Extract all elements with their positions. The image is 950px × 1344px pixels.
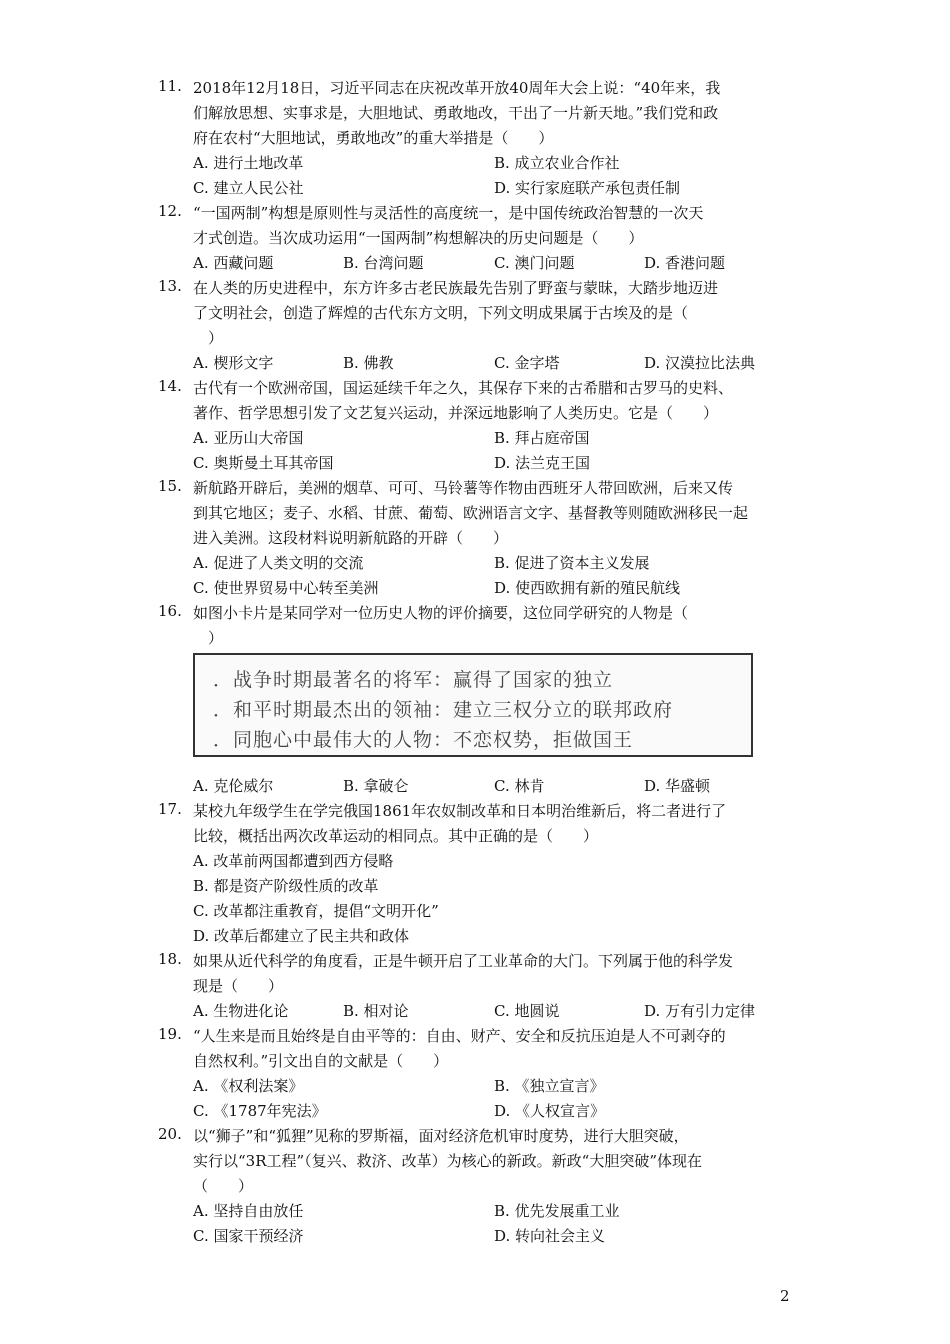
option-c: C. 奥斯曼土耳其帝国 [193, 454, 334, 472]
evaluation-card [193, 653, 753, 757]
option-d: D. 华盛顿 [644, 777, 711, 795]
option-d: D. 汉漠拉比法典 [644, 354, 756, 372]
option-a: A. 《权利法案》 [193, 1077, 304, 1095]
option-b: B. 促进了资本主义发展 [494, 554, 650, 572]
option-a: A. 生物进化论 [193, 1002, 289, 1020]
option-b: B. 拜占庭帝国 [494, 429, 590, 447]
question-text: 在人类的历史进程中，东方许多古老民族最先告别了野蛮与蒙昧，大踏步地迈进 [193, 279, 719, 297]
option-d: D. 实行家庭联产承包责任制 [494, 179, 681, 197]
option-b: B. 拿破仑 [343, 777, 409, 795]
option-c: C. 澳门问题 [494, 254, 575, 272]
option-b: B. 《独立宣言》 [494, 1077, 605, 1095]
option-b: B. 台湾问题 [343, 254, 424, 272]
question-number: 20. [158, 1125, 182, 1143]
option-d: D. 香港问题 [644, 254, 726, 272]
question-text: 们解放思想、实事求是，大胆地试、勇敢地改，干出了一片新天地。”我们党和政 [193, 104, 719, 122]
option-d: D. 《人权宣言》 [494, 1102, 606, 1120]
question-text: 以“狮子”和“狐狸”见称的罗斯福，面对经济危机审时度势，进行大胆突破， [193, 1127, 689, 1145]
option-a: A. 进行土地改革 [193, 154, 304, 172]
question-text: “一国两制”构想是原则性与灵活性的高度统一，是中国传统政治智慧的一次天 [193, 204, 704, 222]
question-text: 现是（ ） [193, 977, 284, 995]
option-d: D. 使西欧拥有新的殖民航线 [494, 579, 681, 597]
question-text: （ ） [193, 1177, 254, 1195]
question-text: 某校九年级学生在学完俄国1861年农奴制改革和日本明治维新后，将二者进行了 [193, 802, 727, 820]
option-a: A. 坚持自由放任 [193, 1202, 304, 1220]
question-text: 如图小卡片是某同学对一位历史人物的评价摘要，这位同学研究的人物是（ [193, 604, 689, 622]
option-d: D. 万有引力定律 [644, 1002, 756, 1020]
question-text: 新航路开辟后，美洲的烟草、可可、马铃薯等作物由西班牙人带回欧洲，后来又传 [193, 479, 734, 497]
option-a: A. 西藏问题 [193, 254, 274, 272]
question-text: 2018年12月18日，习近平同志在庆祝改革开放40周年大会上说：“40年来，我 [193, 79, 721, 97]
page-number: 2 [780, 1287, 790, 1305]
question-text: ） [193, 629, 224, 647]
option-b: B. 佛教 [343, 354, 394, 372]
question-number: 18. [158, 950, 182, 968]
option-c: C. 林肯 [494, 777, 545, 795]
question-number: 13. [158, 277, 182, 295]
option-a: A. 改革前两国都遭到西方侵略 [193, 852, 394, 870]
option-b: B. 成立农业合作社 [494, 154, 620, 172]
option-a: A. 楔形文字 [193, 354, 274, 372]
option-b: B. 相对论 [343, 1002, 409, 1020]
option-a: A. 亚历山大帝国 [193, 429, 304, 447]
card-line: ．同胞心中最伟大的人物：不恋权势，拒做国王 [213, 729, 634, 751]
question-number: 15. [158, 477, 182, 495]
question-text: 古代有一个欧洲帝国，国运延续千年之久，其保存下来的古希腊和古罗马的史料、 [193, 379, 734, 397]
option-d: D. 法兰克王国 [494, 454, 591, 472]
question-text: 自然权利。”引文出自的文献是（ ） [193, 1052, 449, 1070]
option-c: C. 国家干预经济 [193, 1227, 304, 1245]
question-number: 16. [158, 602, 182, 620]
question-text: “人生来是而且始终是自由平等的：自由、财产、安全和反抗压迫是人不可剥夺的 [193, 1027, 726, 1045]
option-a: A. 克伦威尔 [193, 777, 274, 795]
card-line: ．和平时期最杰出的领袖：建立三权分立的联邦政府 [213, 699, 674, 721]
question-text: ） [193, 329, 224, 347]
question-text: 了文明社会，创造了辉煌的古代东方文明，下列文明成果属于古埃及的是（ [193, 304, 689, 322]
question-text: 如果从近代科学的角度看，正是牛顿开启了工业革命的大门。下列属于他的科学发 [193, 952, 734, 970]
question-text: 著作、哲学思想引发了文艺复兴运动，并深远地影响了人类历史。它是（ ） [193, 404, 719, 422]
question-number: 11. [158, 77, 182, 95]
option-c: C. 建立人民公社 [193, 179, 304, 197]
question-text: 才式创造。当次成功运用“一国两制”构想解决的历史问题是（ ） [193, 229, 644, 247]
option-c: C. 改革都注重教育，提倡“文明开化” [193, 902, 439, 920]
option-d: D. 转向社会主义 [494, 1227, 606, 1245]
option-b: B. 优先发展重工业 [494, 1202, 620, 1220]
question-text: 比较，概括出两次改革运动的相同点。其中正确的是（ ） [193, 827, 599, 845]
question-number: 12. [158, 202, 182, 220]
option-b: B. 都是资产阶级性质的改革 [193, 877, 379, 895]
question-number: 17. [158, 800, 182, 818]
question-number: 14. [158, 377, 182, 395]
option-c: C. 地圆说 [494, 1002, 560, 1020]
question-text: 实行以“3R工程”（复兴、救济、改革）为核心的新政。新政“大胆突破”体现在 [193, 1152, 703, 1170]
option-c: C. 金字塔 [494, 354, 560, 372]
question-text: 府在农村“大胆地试，勇敢地改”的重大举措是（ ） [193, 129, 554, 147]
option-c: C. 使世界贸易中心转至美洲 [193, 579, 379, 597]
question-number: 19. [158, 1025, 182, 1043]
question-text: 到其它地区；麦子、水稻、甘蔗、葡萄、欧洲语言文字、基督教等则随欧洲移民一起 [193, 504, 749, 522]
option-d: D. 改革后都建立了民主共和政体 [193, 927, 410, 945]
option-c: C. 《1787年宪法》 [193, 1102, 327, 1120]
card-line: ．战争时期最著名的将军：赢得了国家的独立 [213, 669, 614, 691]
question-text: 进入美洲。这段材料说明新航路的开辟（ ） [193, 529, 509, 547]
option-a: A. 促进了人类文明的交流 [193, 554, 364, 572]
